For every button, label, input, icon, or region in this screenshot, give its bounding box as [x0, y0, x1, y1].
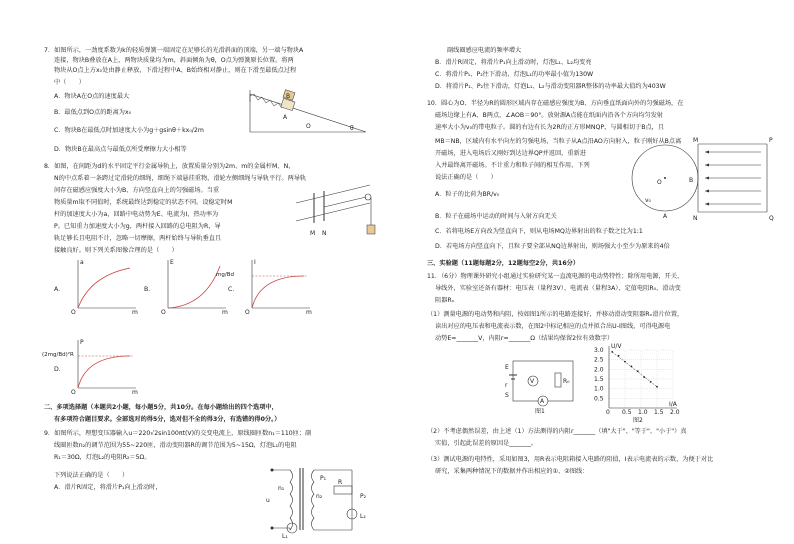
- internal-r-label: r: [505, 382, 508, 389]
- q7-line: 中（ ）: [54, 79, 85, 86]
- graph-x-label: m: [132, 389, 138, 396]
- graph-curve: [168, 266, 220, 308]
- q10-line: 开磁场，进入电场后又刚好到达边界QP并返回，重新进: [435, 150, 586, 157]
- q9-continued-line: 副线圈感应电流的频率增大: [447, 47, 522, 54]
- asymptote-label: mg/Bd: [216, 272, 234, 278]
- x-tick-label: 2.0: [670, 409, 680, 416]
- q9-line: 9．如图所示，理想变压器输入u＝220√2sin100πt(V)的交变电流上，原线圈匝数n₁＝110匝；副: [44, 430, 312, 437]
- p2-label: P₂: [360, 493, 367, 500]
- q8-line: 接触良好。则下列关系图像合理的是（ ）: [54, 247, 178, 254]
- q10-option-a: A．粒子的比荷为BR/v₀: [435, 191, 500, 198]
- q9-option-a: A．滑片R固定，将滑片P₁向上滑动时，: [54, 484, 162, 491]
- point-b-label: B: [689, 177, 694, 184]
- y-tick-label: 0.5: [594, 395, 604, 403]
- graph-x-label: m: [132, 309, 138, 316]
- q7-line: 连接，物块B叠放在A上，两物块质量均为m，斜面倾角为θ，O点为弹簧原长位置。将两: [54, 57, 294, 64]
- y-tick-label: 2.0: [594, 366, 604, 374]
- q10-line: MB＝NB，区域内有水平向左的匀强电场，当粒子从A点沿AO方向射入，粒子刚好从B点离: [435, 138, 682, 145]
- incline-figure: [248, 88, 370, 136]
- y-tick-label: 3.0: [594, 347, 604, 354]
- q11-part1: （1）测量电源的电动势和内阻，按如图1所示的电路连接好，并移动滑动变阻器Rₓ滑片位置，: [427, 311, 684, 318]
- q8-option-label: A．: [54, 286, 65, 293]
- q8-line: 杆的加速度大小为a，回路中电动势为E、电流为I，热功率为: [54, 211, 219, 218]
- q8-option-label: C．: [228, 286, 239, 293]
- q9-option-c: C．将滑片P₁、P₂往下滑动，灯泡L₁的功率最小值为130W: [435, 71, 594, 78]
- graph-origin-label: O: [245, 309, 250, 316]
- x-tick-label: 0: [606, 409, 610, 416]
- q8-line: P。已知重力加速度大小为g，两杆接入回路的总电阻为R，导: [54, 223, 221, 230]
- q11-line: 阻器Rₓ: [435, 297, 455, 304]
- point-m-label: M: [693, 137, 699, 144]
- graph-y-label: E: [170, 259, 174, 266]
- fit-line: [612, 352, 657, 387]
- q11-line: 导线外，实验室还备有器材：电压表（量程3V）、电流表（量程3A）、定值电阻R₀、滑动变: [435, 285, 681, 292]
- switch-s-label: S: [505, 392, 509, 399]
- q7-option-d: D．物块B在最高点与最低点所受摩擦力大小相等: [54, 146, 187, 153]
- x-axis-label: I/A: [669, 401, 677, 408]
- point-a-label: A: [663, 213, 668, 220]
- section-3-heading: 三、实验题（11题每题2分，12题每空2分，共16分）: [427, 260, 580, 267]
- q9-line: 线圈匝数n₂的调节范围为55~220匝，滑动变阻器R的调节范围为5~15Ω，灯泡L₁的电阻: [54, 442, 297, 449]
- q8-line: N的中点系着一条跨过定滑轮的细绳，细绳下端悬挂重物，滑轮左侧细绳与导轨平行。两导轨: [54, 175, 307, 182]
- q11-part2: （2）不考虑偶然误差，由上述（1）方法测得的内阻r_______（填"大于"、"等于"、"小于"）真: [427, 428, 687, 435]
- point-o-label: O: [306, 123, 311, 130]
- emf-e-label: E: [505, 364, 509, 371]
- q9-line: R₁＝30Ω，灯泡L₂的电阻R₂＝5Ω。: [54, 454, 151, 461]
- n1-label: n₁: [278, 485, 285, 492]
- q7-option-c: C．物块B在最低点时加速度大小为g＋gsinθ＋kx₀/2m: [54, 127, 204, 134]
- figure-1-caption: 图1: [535, 408, 545, 415]
- q11-part3: 研究，采集两种情况下的数据并作出相应的①、②图线：: [435, 468, 589, 475]
- q9-line: 下列说法正确的是（ ）: [54, 472, 129, 479]
- right-column: [397, 0, 794, 544]
- field-arrowhead: [705, 203, 709, 206]
- section-heading: 有多项符合题目要求。全部选对的得5分，选对但不全的得3分，有选错的得0分。）: [54, 416, 281, 423]
- x-tick-label: 1.5: [654, 409, 664, 416]
- q11-part1: 读出对应的电压表和电流表示数，在图2中标记相应的点并拟合出U-I图线，可得电源电: [435, 323, 671, 330]
- graph-x-label: m: [306, 309, 312, 316]
- q9-option-b: B．滑片R固定，将滑片P₁向上滑动时，灯泡L₁、L₂均变亮: [435, 59, 592, 66]
- q10-line: 入并最终离开磁场。不计重力和粒子间的相互作用，下列: [435, 162, 590, 169]
- q10-option-d: D．若电场方向竖直向下，且粒子要全部从NQ边界射出，则场强大小至少为原来的4倍: [435, 243, 670, 250]
- block-a-label: A: [283, 114, 288, 121]
- graph-curve: [252, 276, 304, 308]
- magnetic-field-figure: [627, 137, 775, 222]
- y-tick-label: 2.5: [594, 356, 604, 364]
- center-o-label: O: [657, 179, 662, 186]
- x-tick-label: 1.0: [638, 409, 648, 416]
- field-arrowhead: [705, 151, 709, 154]
- field-arrowhead: [705, 164, 709, 167]
- q8-option-graph: [160, 256, 230, 314]
- graph-origin-label: O: [71, 309, 76, 316]
- q8-option-graph: [244, 256, 314, 314]
- graph-curve: [78, 356, 130, 388]
- graph-origin-label: O: [161, 309, 166, 316]
- q7-option-b: B．最低点到O点的距离为x₀: [54, 109, 132, 116]
- q8-line: 8．如图，在间距为d的水平固定平行金属导轨上，放置质量分别为2m、m的金属杆M、N，: [44, 163, 295, 170]
- q10-line: 10．圆心为O、半径为R的圆形区域内存在磁感应强度为B、方向垂直纸面向外的匀强磁场，在: [427, 100, 684, 107]
- q11-part2: 实值，引起此误差的原因是_______。: [435, 440, 538, 447]
- figure-2-caption: 图2: [633, 417, 643, 424]
- graph-y-label: a: [80, 259, 84, 266]
- q7-line: 7．如图所示，一劲度系数为k的轻质弹簧一端固定在足够长的光滑斜面的顶端，另一端与物块A: [44, 47, 304, 54]
- q11-line: 11．（6分）物理课外研究小组通过实验研究某一直流电源的电动势特性；除所用电源，开关、: [427, 273, 684, 280]
- angle-theta-label: θ: [350, 125, 354, 132]
- voltmeter-label: V: [530, 378, 535, 385]
- q8-option-graph: [70, 336, 140, 394]
- transformer-figure: [262, 462, 386, 540]
- r0-label: R₀: [563, 378, 570, 385]
- q8-option-graph: [70, 256, 140, 314]
- graph-curve: [78, 268, 130, 308]
- p1-label: P₁: [320, 475, 327, 482]
- q7-line: 物块从O点上方x₀处由静止释放，下滑过程中A、B始终相对静止，则在下滑至最低点过程: [54, 67, 297, 74]
- q8-option-label: D．: [54, 366, 65, 373]
- q8-line: 轨足够长且电阻不计，忽略一切摩擦，两杆始终与导轨垂直且: [54, 235, 222, 242]
- q7-option-a: A．物块A在O点的速度最大: [54, 93, 130, 100]
- graph-y-label: P: [80, 339, 84, 346]
- circuit-figure-1: [503, 355, 583, 415]
- graph-y-label: I: [254, 259, 256, 266]
- q8-line: 物质量m取不同值时，系统最终达到稳定的状态不同。设稳定时M: [54, 199, 233, 206]
- y-axis-label: U/V: [611, 343, 622, 350]
- q11-part1: 动势E=_______V，内阻r=_______Ω（结果均保留2位有效数字）: [435, 335, 614, 342]
- q10-line: 说法正确的是（ ）: [435, 174, 497, 181]
- field-arrowhead: [705, 190, 709, 193]
- q10-option-b: B．粒子在磁场中运动的时间与入射方向无关: [435, 213, 557, 220]
- q10-line: 速率大小为v₀的带电粒子。圆的右边有长为2R的正方形MNQP，与圆相切于B点，且: [435, 124, 665, 131]
- velocity-v0-label: v₀: [645, 197, 651, 204]
- section-heading: 二、多项选择题（本题共2小题，每小题5分，共10分。在每小题给出的四个选项中，: [44, 404, 278, 411]
- q10-option-c: C．若将电场E方向改为竖直向下，则从电场MQ边界射出的粒子数之比为1:1: [435, 228, 643, 235]
- source-u-label: u: [266, 497, 270, 504]
- lamp-l2-label: L₂: [360, 513, 366, 520]
- rail-figure: [290, 183, 382, 241]
- point-n-label: N: [693, 215, 698, 222]
- point-p-label: P: [769, 137, 773, 144]
- graph-x-label: m: [222, 309, 228, 316]
- resistor-r-label: R: [338, 479, 343, 486]
- asymptote-label: (2mg/Bd)²R: [42, 352, 74, 358]
- y-tick-label: 1.0: [594, 385, 604, 393]
- q11-part3: （3）测试电源的电特性，采用如图3，用R表示电阻箱接入电路的阻值，I表示电流表的示数，为便于对比: [427, 456, 714, 463]
- block-b-label: B: [286, 93, 291, 100]
- graph-origin-label: O: [71, 389, 76, 396]
- q9-option-d: D．将滑片P₁、P₂往下滑动，灯泡L₁、L₂与滑动变阻器R整体的功率最大值约为403W: [435, 83, 666, 90]
- q8-line: 间存在磁感应强度大小为B、方向竖直向上的匀强磁场。当重: [54, 187, 220, 194]
- point-q-label: Q: [769, 215, 774, 222]
- rod-n-label: N: [322, 230, 327, 237]
- q10-line: 磁场边缘上有A、B两点，∠AOB＝90°。放射源A点能在纸面内沿各个方向均匀发射: [435, 112, 664, 119]
- n2-label: n₂: [316, 493, 323, 500]
- x-tick-label: 0.5: [622, 409, 632, 416]
- rod-m-label: M: [310, 230, 316, 237]
- lamp-l1-label: L₁: [282, 533, 288, 540]
- q8-option-label: B．: [144, 286, 155, 293]
- ammeter-label: A: [540, 398, 545, 405]
- field-arrowhead: [705, 177, 709, 180]
- y-tick-label: 1.5: [594, 376, 604, 383]
- ui-graph-figure-2: [593, 344, 683, 426]
